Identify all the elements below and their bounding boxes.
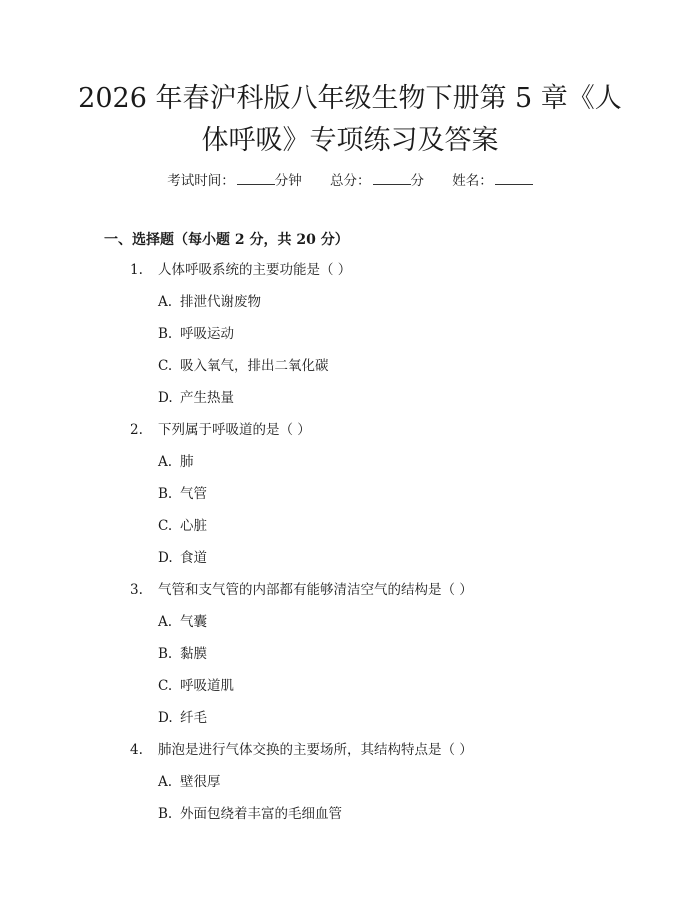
option-text: 吸入氧气，排出二氧化碳	[180, 358, 329, 374]
total-score-unit: 分	[410, 173, 424, 189]
option-letter: A.	[158, 774, 173, 790]
option-1b	[158, 325, 234, 343]
option-letter: C.	[158, 518, 173, 534]
option-letter: B.	[158, 806, 173, 822]
option-letter: D.	[158, 390, 173, 406]
option-letter: C.	[158, 678, 173, 694]
option-4a	[158, 773, 221, 791]
question-number: 3.	[130, 582, 143, 598]
option-letter: B.	[158, 646, 173, 662]
question-text: 气管和支气管的内部都有能够清洁空气的结构是（ ）	[158, 582, 473, 598]
exam-time-field	[167, 170, 302, 190]
option-1a	[158, 293, 261, 311]
option-text: 产生热量	[180, 390, 234, 406]
option-text: 外面包绕着丰富的毛细血管	[180, 806, 342, 822]
student-name-label: 姓名：	[452, 173, 493, 189]
exam-time-blank	[237, 170, 275, 185]
option-2a	[158, 453, 194, 471]
question-number: 2.	[130, 422, 143, 438]
total-score-field	[330, 170, 424, 190]
option-text: 呼吸道肌	[180, 678, 234, 694]
option-2d	[158, 549, 207, 567]
option-text: 心脏	[180, 518, 207, 534]
option-text: 纤毛	[180, 710, 207, 726]
option-text: 气管	[180, 486, 207, 502]
section-heading: 一、选择题（每小题 2 分，共 20 分）	[104, 232, 349, 248]
option-2b	[158, 485, 207, 503]
option-letter: B.	[158, 326, 173, 342]
option-3b	[158, 645, 207, 663]
option-letter: D.	[158, 710, 173, 726]
option-letter: D.	[158, 550, 173, 566]
exam-info	[0, 170, 700, 190]
option-letter: B.	[158, 486, 173, 502]
option-3d	[158, 709, 207, 727]
option-3a	[158, 613, 207, 631]
option-letter: C.	[158, 358, 173, 374]
question-text: 人体呼吸系统的主要功能是（ ）	[158, 262, 352, 278]
exam-time-unit: 分钟	[274, 173, 302, 189]
option-text: 食道	[180, 550, 207, 566]
exam-time-label: 考试时间：	[167, 173, 235, 189]
option-text: 黏膜	[180, 646, 207, 662]
option-4b	[158, 805, 342, 823]
option-text: 肺	[180, 454, 194, 470]
option-text: 排泄代谢废物	[180, 294, 261, 310]
option-letter: A.	[158, 614, 173, 630]
question-1	[130, 261, 351, 279]
option-3c	[158, 677, 234, 695]
title-line-1: 2026 年春沪科版八年级生物下册第 5 章《人	[78, 83, 622, 114]
title-line-2: 体呼吸》专项练习及答案	[201, 125, 499, 156]
student-name-field	[452, 170, 533, 190]
student-name-blank	[495, 170, 533, 185]
question-2	[130, 421, 311, 439]
document-title	[60, 78, 640, 162]
question-text: 肺泡是进行气体交换的主要场所，其结构特点是（ ）	[158, 742, 473, 758]
option-2c	[158, 517, 207, 535]
option-text: 气囊	[180, 614, 207, 630]
question-text: 下列属于呼吸道的是（ ）	[158, 422, 311, 438]
option-1c	[158, 357, 329, 375]
option-text: 呼吸运动	[180, 326, 234, 342]
total-score-blank	[373, 170, 411, 185]
option-letter: A.	[158, 454, 173, 470]
question-3	[130, 581, 473, 599]
option-1d	[158, 389, 234, 407]
question-number: 1.	[130, 262, 143, 278]
option-text: 壁很厚	[180, 774, 221, 790]
total-score-label: 总分：	[330, 173, 371, 189]
question-number: 4.	[130, 742, 143, 758]
question-4	[130, 741, 473, 759]
option-letter: A.	[158, 294, 173, 310]
